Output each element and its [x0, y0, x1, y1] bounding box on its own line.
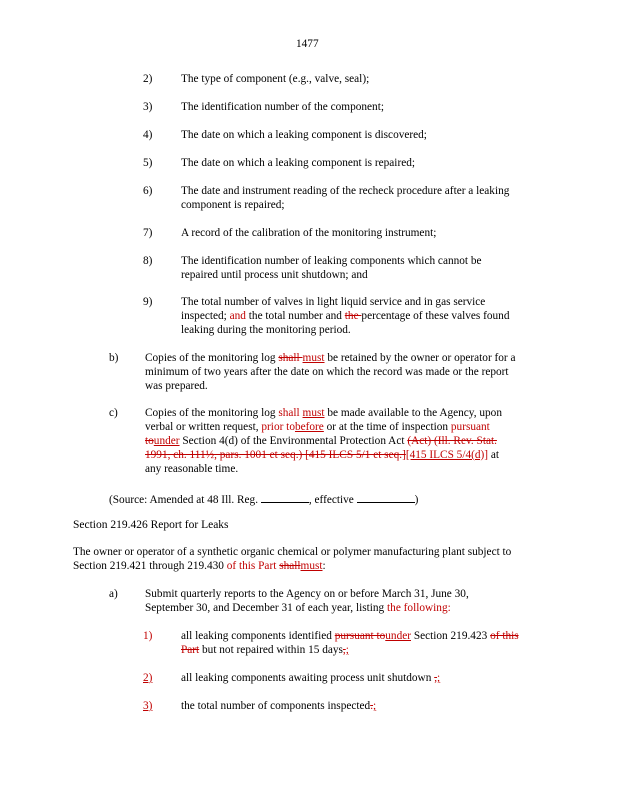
item-text-line: Part but not repaired within 15 days,;: [181, 644, 349, 656]
item-number: 3): [143, 101, 153, 113]
item-text: The type of component (e.g., valve, seal);: [181, 73, 370, 85]
item-text-line: all leaking components awaiting process unit shutdown ,;: [181, 672, 441, 684]
item-number: c): [109, 407, 118, 419]
inserted-text: ;: [373, 700, 377, 712]
item-number: 3): [143, 700, 153, 712]
item-text-line: all leaking components identified pursuant tounder Section 219.423 of this: [181, 630, 519, 642]
item-text-line: 1991, ch. 111½, pars. 1001 et seq.) [415 ILCS 5/1 et seq.][415 ILCS 5/4(d)] at: [145, 449, 500, 461]
item-text-line: the total number of components inspected.;: [181, 700, 377, 712]
deleted-text: the: [344, 310, 362, 322]
item-text-line: tounder Section 4(d) of the Environmental Protection Act (Act) (Ill. Rev. Stat.: [145, 435, 497, 447]
item-number: 7): [143, 227, 153, 239]
inserted-text: [415 ILCS 5/4(d)]: [405, 449, 489, 461]
item-text-line: repaired until process unit shutdown; and: [181, 269, 368, 281]
item-text-line: verbal or written request, prior tobefore or at the time of inspection pursuant: [145, 421, 490, 433]
item-number: b): [109, 352, 119, 364]
item-text-line: was prepared.: [145, 380, 208, 392]
inserted-text: must: [302, 352, 325, 364]
item-text-line: minimum of two years after the date on which the record was made or the report: [145, 366, 509, 378]
item-number: 2): [143, 73, 153, 85]
deleted-text: Part: [181, 644, 200, 656]
item-text-line: September 30, and December 31 of each year, listing the following:: [145, 602, 451, 614]
inserted-text: the following:: [387, 602, 451, 614]
intro-line: Section 219.421 through 219.430 of this Part shallmust:: [73, 560, 326, 572]
item-text-line: inspected; and the total number and the percentage of these valves found: [181, 310, 510, 322]
deleted-text: of this: [490, 630, 519, 642]
item-text-line: The identification number of leaking components which cannot be: [181, 255, 482, 267]
item-text: The date on which a leaking component is repaired;: [181, 157, 416, 169]
deleted-text: (Act) (Ill. Rev. Stat.: [407, 435, 497, 447]
deleted-text: pursuant to: [334, 630, 386, 642]
item-text: A record of the calibration of the monitoring instrument;: [181, 227, 437, 239]
inserted-text: under: [153, 435, 180, 447]
item-text-line: The total number of valves in light liquid service and in gas service: [181, 296, 486, 308]
item-number: 8): [143, 255, 153, 267]
item-text: The date on which a leaking component is discovered;: [181, 129, 427, 141]
deleted-text: shall: [278, 352, 303, 364]
deleted-text: shall: [279, 560, 301, 572]
inserted-text: must: [300, 560, 323, 572]
inserted-text: under: [385, 630, 411, 642]
item-text-line: component is repaired;: [181, 199, 285, 211]
deleted-text: .: [370, 700, 374, 712]
deleted-text: 1991, ch. 111½, pars. 1001 et seq.) [415 ILCS 5/1 et seq.]: [145, 449, 406, 461]
source-note: (Source: Amended at 48 Ill. Reg. , effective ): [109, 491, 418, 508]
inserted-text: of this Part: [226, 560, 277, 572]
inserted-text: shall: [278, 407, 300, 419]
item-text-line: Submit quarterly reports to the Agency on or before March 31, June 30,: [145, 588, 469, 600]
deleted-text: to: [145, 435, 154, 447]
item-number: 9): [143, 296, 153, 308]
item-number: 1): [143, 630, 153, 642]
inserted-text: pursuant: [450, 421, 490, 433]
item-number: a): [109, 588, 118, 600]
item-text-line: The date and instrument reading of the recheck procedure after a leaking: [181, 185, 510, 197]
item-number: 5): [143, 157, 153, 169]
page-number: 1477: [296, 38, 319, 50]
inserted-text: ;: [345, 644, 349, 656]
item-text-line: any reasonable time.: [145, 463, 239, 475]
inserted-text: must: [302, 407, 325, 419]
section-heading: Section 219.426 Report for Leaks: [73, 519, 229, 531]
inserted-text: prior to: [261, 421, 295, 433]
item-number: 4): [143, 129, 153, 141]
item-number: 2): [143, 672, 153, 684]
inserted-text: and: [226, 310, 246, 322]
deleted-text: ,: [342, 644, 346, 656]
item-text-line: leaking during the monitoring period.: [181, 324, 351, 336]
item-number: 6): [143, 185, 153, 197]
intro-line: The owner or operator of a synthetic organic chemical or polymer manufacturing plant subject to: [73, 546, 512, 558]
deleted-text: ,: [434, 672, 438, 684]
item-text-line: Copies of the monitoring log shall must be made available to the Agency, upon: [145, 407, 502, 419]
blank-field: [357, 491, 415, 503]
blank-field: [261, 491, 309, 503]
item-text: The identification number of the component;: [181, 101, 384, 113]
item-text-line: Copies of the monitoring log shall must be retained by the owner or operator for a: [145, 352, 516, 364]
inserted-text: ;: [437, 672, 441, 684]
inserted-text: before: [294, 421, 324, 433]
